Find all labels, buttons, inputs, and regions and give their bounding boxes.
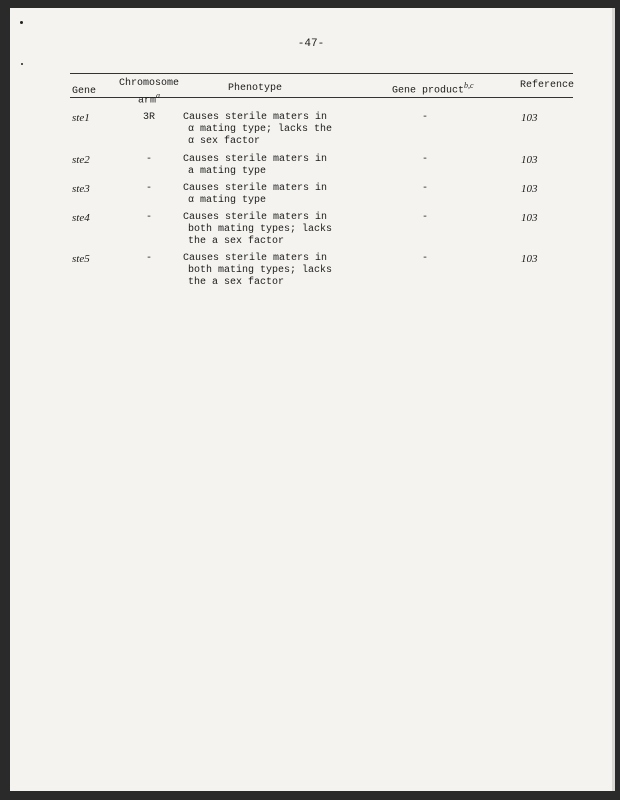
page-number: -47- xyxy=(297,38,325,50)
phenotype-line: both mating types; lacks xyxy=(188,224,333,235)
phenotype-line: both mating types; lacks xyxy=(188,265,333,276)
reference-cell: 103 xyxy=(521,112,538,124)
header-chromosome-arm xyxy=(114,78,184,107)
product-cell: - xyxy=(422,183,429,194)
reference-cell: 103 xyxy=(521,183,538,195)
header-phenotype: Phenotype xyxy=(228,83,283,94)
gene-cell: ste2 xyxy=(72,154,90,166)
table-top-rule xyxy=(70,73,573,74)
header-gene-product-footnote: b,c xyxy=(464,81,474,90)
chromosome-cell: - xyxy=(145,183,152,194)
header-gene-product-label: Gene product xyxy=(392,85,465,97)
gene-cell: ste1 xyxy=(72,112,90,124)
chromosome-cell: - xyxy=(145,253,152,264)
phenotype-cell xyxy=(183,154,343,178)
phenotype-line: α mating type xyxy=(188,195,267,206)
product-cell: - xyxy=(422,212,429,223)
header-gene-product xyxy=(392,80,474,97)
phenotype-line: Causes sterile maters in xyxy=(183,253,328,264)
chromosome-cell: - xyxy=(145,212,152,223)
header-chromosome-line1: Chromosome xyxy=(118,78,179,89)
punch-mark xyxy=(20,21,23,24)
header-chromosome-footnote: a xyxy=(156,91,160,100)
speck-mark xyxy=(21,63,23,65)
product-cell: - xyxy=(422,112,429,123)
phenotype-line: a mating type xyxy=(188,166,267,177)
header-reference: Reference xyxy=(520,80,575,91)
reference-cell: 103 xyxy=(521,154,538,166)
phenotype-cell xyxy=(183,183,343,207)
document-page xyxy=(10,8,615,791)
gene-cell: ste5 xyxy=(72,253,90,265)
phenotype-line: Causes sterile maters in xyxy=(183,183,328,194)
phenotype-line: Causes sterile maters in xyxy=(183,112,328,123)
gene-cell: ste3 xyxy=(72,183,90,195)
phenotype-line: the a sex factor xyxy=(188,277,285,288)
phenotype-line: α sex factor xyxy=(188,136,261,147)
phenotype-cell xyxy=(183,212,343,248)
header-chromosome-line2: arm xyxy=(137,95,156,107)
phenotype-cell xyxy=(183,112,343,148)
phenotype-line: Causes sterile maters in xyxy=(183,212,328,223)
reference-cell: 103 xyxy=(521,253,538,265)
phenotype-cell xyxy=(183,253,343,289)
gene-cell: ste4 xyxy=(72,212,90,224)
phenotype-line: α mating type; lacks the xyxy=(188,124,333,135)
product-cell: - xyxy=(422,253,429,264)
phenotype-line: the a sex factor xyxy=(188,236,285,247)
chromosome-cell: 3R xyxy=(142,112,155,123)
phenotype-line: Causes sterile maters in xyxy=(183,154,328,165)
product-cell: - xyxy=(422,154,429,165)
reference-cell: 103 xyxy=(521,212,538,224)
header-gene: Gene xyxy=(72,86,97,97)
chromosome-cell: - xyxy=(145,154,152,165)
